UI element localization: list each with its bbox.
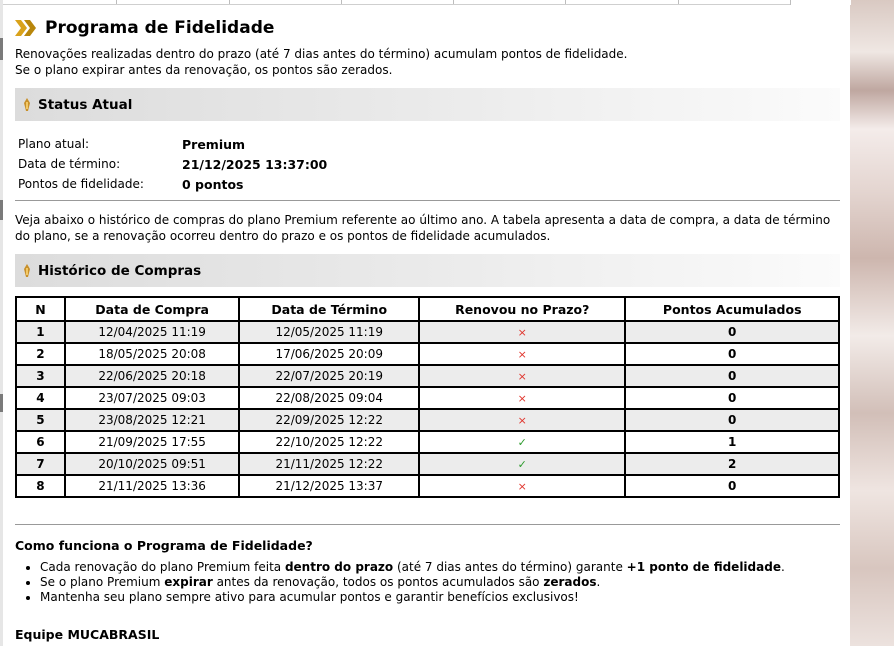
on-time-cell xyxy=(419,343,625,365)
end-date: 22/10/2025 12:22 xyxy=(239,431,419,453)
column-header: Pontos Acumulados xyxy=(625,297,839,321)
section-header-history xyxy=(15,254,840,287)
points-label: Pontos de fidelidade: xyxy=(18,177,144,191)
points-cell: 0 xyxy=(625,321,839,343)
x-icon: × xyxy=(517,480,527,493)
x-icon: × xyxy=(517,326,527,339)
background-decoration xyxy=(850,0,894,646)
page-header xyxy=(15,16,274,40)
intro-line: Se o plano expirar antes da renovação, os pontos são zerados. xyxy=(15,63,393,77)
content-panel xyxy=(3,0,850,646)
row-number: 5 xyxy=(16,409,65,431)
divider xyxy=(15,524,840,525)
end-date: 21/11/2025 12:22 xyxy=(239,453,419,475)
x-icon: × xyxy=(517,348,527,361)
purchase-date: 18/05/2025 20:08 xyxy=(65,343,240,365)
section-header-status xyxy=(15,88,840,121)
status-row xyxy=(18,174,327,194)
row-number: 7 xyxy=(16,453,65,475)
table-row xyxy=(16,409,839,431)
table-row xyxy=(16,365,839,387)
list-item xyxy=(40,560,840,575)
divider xyxy=(15,200,840,201)
on-time-cell xyxy=(419,387,625,409)
lamp-icon xyxy=(23,98,31,112)
status-details xyxy=(18,134,327,194)
x-icon: × xyxy=(517,392,527,405)
purchase-date: 20/10/2025 09:51 xyxy=(65,453,240,475)
column-header: N xyxy=(16,297,65,321)
bold-text: +1 ponto de fidelidade xyxy=(626,560,781,574)
column-header: Renovou no Prazo? xyxy=(419,297,625,321)
check-icon: ✓ xyxy=(517,436,527,449)
text: Cada renovação do plano Premium feita xyxy=(40,560,285,574)
on-time-cell xyxy=(419,365,625,387)
end-date: 12/05/2025 11:19 xyxy=(239,321,419,343)
table-row xyxy=(16,475,839,497)
points-value: 0 pontos xyxy=(182,176,244,192)
end-date: 21/12/2025 13:37 xyxy=(239,475,419,497)
page-title: Programa de Fidelidade xyxy=(45,18,275,38)
section-title: Status Atual xyxy=(38,96,133,113)
end-date: 22/09/2025 12:22 xyxy=(239,409,419,431)
tab-divider xyxy=(229,0,230,4)
history-table xyxy=(15,296,840,498)
end-date-label: Data de término: xyxy=(18,157,121,171)
on-time-cell xyxy=(419,431,625,453)
double-chevron-right-icon xyxy=(15,20,37,36)
on-time-cell xyxy=(419,453,625,475)
text: . xyxy=(596,575,601,589)
row-number: 3 xyxy=(16,365,65,387)
purchase-date: 22/06/2025 20:18 xyxy=(65,365,240,387)
tab-active[interactable] xyxy=(790,0,851,5)
purchase-date: 12/04/2025 11:19 xyxy=(65,321,240,343)
purchase-date: 23/07/2025 09:03 xyxy=(65,387,240,409)
section-title: Histórico de Compras xyxy=(38,262,202,279)
team-signature: Equipe MUCABRASIL xyxy=(15,627,160,642)
points-cell: 0 xyxy=(625,387,839,409)
text: (até 7 dias antes do término) garante xyxy=(393,560,627,574)
text: . xyxy=(780,560,785,574)
bold-text: expirar xyxy=(164,575,213,589)
status-row xyxy=(18,134,327,154)
table-row xyxy=(16,343,839,365)
text: antes da renovação, todos os pontos acumulados são xyxy=(212,575,544,589)
text: Se o plano Premium xyxy=(40,575,165,589)
x-icon: × xyxy=(517,370,527,383)
purchase-date: 21/09/2025 17:55 xyxy=(65,431,240,453)
row-number: 4 xyxy=(16,387,65,409)
status-row xyxy=(18,154,327,174)
points-cell: 2 xyxy=(625,453,839,475)
tab-divider xyxy=(678,0,679,4)
points-cell: 0 xyxy=(625,365,839,387)
end-date: 17/06/2025 20:09 xyxy=(239,343,419,365)
on-time-cell xyxy=(419,321,625,343)
points-cell: 1 xyxy=(625,431,839,453)
table-header-row xyxy=(16,297,839,321)
tab-divider xyxy=(453,0,454,4)
on-time-cell xyxy=(419,475,625,497)
table-row xyxy=(16,453,839,475)
row-number: 8 xyxy=(16,475,65,497)
how-it-works-list xyxy=(15,560,840,605)
points-cell: 0 xyxy=(625,343,839,365)
intro-text xyxy=(15,46,840,78)
row-number: 6 xyxy=(16,431,65,453)
points-cell: 0 xyxy=(625,475,839,497)
end-date: 22/07/2025 20:19 xyxy=(239,365,419,387)
tab-divider xyxy=(341,0,342,4)
tab-bar xyxy=(3,0,850,5)
end-date: 22/08/2025 09:04 xyxy=(239,387,419,409)
column-header: Data de Compra xyxy=(65,297,240,321)
points-cell: 0 xyxy=(625,409,839,431)
table-row xyxy=(16,431,839,453)
history-intro-text: Veja abaixo o histórico de compras do plano Premium referente ao último ano. A tabela apresenta a data de compra, a data de término do plano, se a renovação ocorreu dentro do prazo e os pontos de fidelidade acumulados. xyxy=(15,213,831,243)
table-row xyxy=(16,321,839,343)
bold-text: dentro do prazo xyxy=(284,560,394,574)
purchase-date: 23/08/2025 12:21 xyxy=(65,409,240,431)
lamp-icon xyxy=(23,264,31,278)
bold-text: zerados xyxy=(543,575,597,589)
intro-line: Renovações realizadas dentro do prazo (até 7 dias antes do término) acumulam pontos de fidelidade. xyxy=(15,47,628,61)
on-time-cell xyxy=(419,409,625,431)
tab-divider xyxy=(565,0,566,4)
purchase-date: 21/11/2025 13:36 xyxy=(65,475,240,497)
plan-label: Plano atual: xyxy=(18,137,90,151)
tab-divider xyxy=(116,0,117,4)
table-row xyxy=(16,387,839,409)
list-item xyxy=(40,575,840,590)
column-header: Data de Término xyxy=(239,297,419,321)
end-date-value: 21/12/2025 13:37:00 xyxy=(182,156,328,172)
plan-value: Premium xyxy=(182,136,246,152)
how-it-works-title: Como funciona o Programa de Fidelidade? xyxy=(15,538,313,553)
x-icon: × xyxy=(517,414,527,427)
row-number: 1 xyxy=(16,321,65,343)
list-item: • Mantenha seu plano sempre ativo para acumular pontos e garantir benefícios exclusivos! xyxy=(40,590,840,605)
check-icon: ✓ xyxy=(517,458,527,471)
row-number: 2 xyxy=(16,343,65,365)
